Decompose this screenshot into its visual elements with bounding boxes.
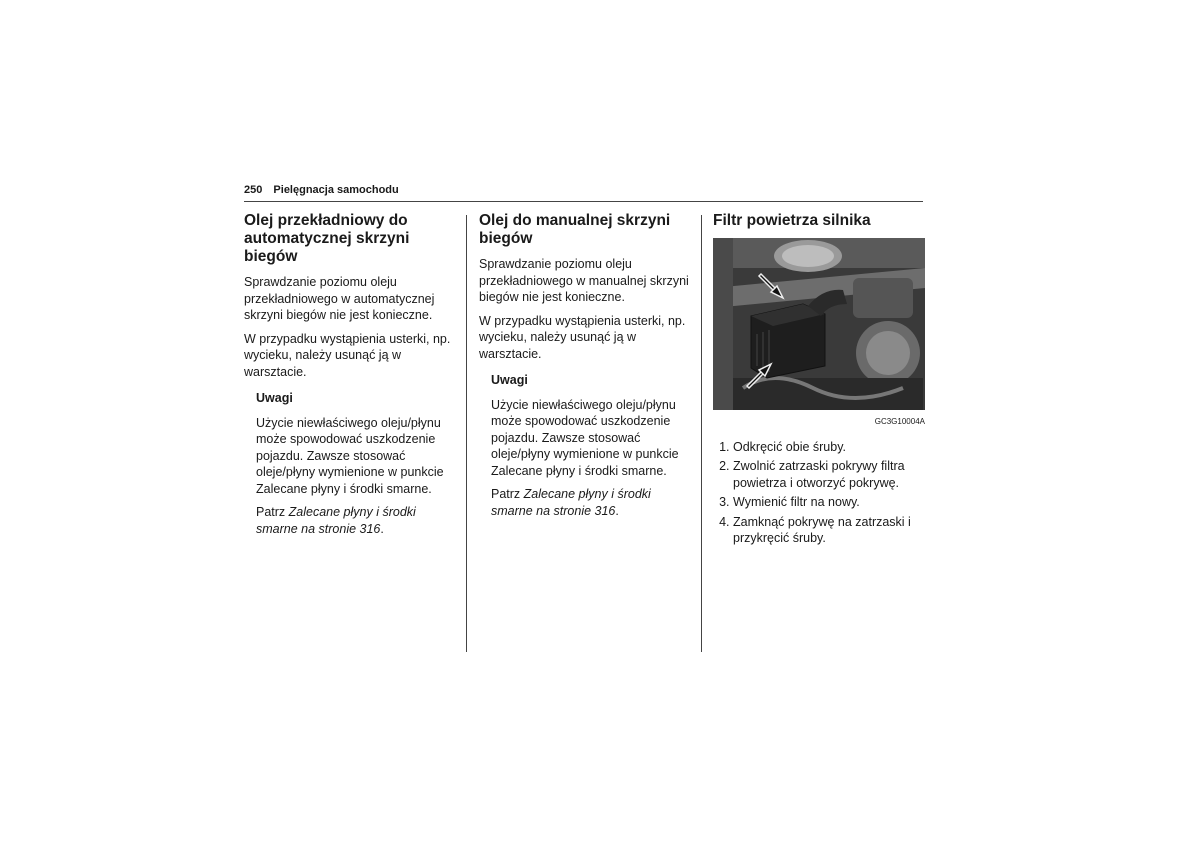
note-title: Uwagi [256,391,293,405]
section-title: Pielęgnacja samochodu [273,184,399,196]
heading-engine-air-filter: Filtr powietrza silnika [713,212,871,229]
cross-reference [491,486,691,519]
ref-suffix: . [615,503,619,518]
list-item: 1. Odkręcić obie śruby. [733,439,925,456]
running-header [244,184,399,196]
list-item: 3. Wymienić filtr na nowy. [733,494,925,511]
column-automatic-transmission [244,212,456,544]
column-manual-transmission [479,212,691,526]
column-divider-1 [466,215,467,652]
note-box [244,390,456,537]
ref-prefix: Patrz [491,487,524,501]
ref-prefix: Patrz [256,505,289,519]
column-divider-2 [701,215,702,652]
paragraph-leak-repair: W przypadku wystąpienia usterki, np. wycieku, należy usunąć ją w warsztacie. [244,331,451,379]
note-text: Użycie niewłaściwego oleju/płynu może spowodować uszkodzenie pojazdu. Zawsze stosować oleje/płyny wymienione w punkcie Zalecane płyny i środki smarne. [491,397,679,478]
note-text: Użycie niewłaściwego oleju/płynu może spowodować uszkodzenie pojazdu. Zawsze stosować oleje/płyny wymienione w punkcie Zalecane płyny i środki smarne. [256,415,444,496]
heading-automatic-transmission-oil: Olej przekładniowy do automatycznej skrzyni biegów [244,212,410,265]
heading-manual-transmission-oil: Olej do manualnej skrzyni biegów [479,212,671,247]
paragraph-leak-repair: W przypadku wystąpienia usterki, np. wycieku, należy usunąć ją w warsztacie. [479,313,686,361]
ref-link[interactable]: Zalecane płyny i środki smarne na stronie 316 [256,505,416,536]
cross-reference [256,504,456,537]
engine-bay-photo [713,238,925,410]
note-box [479,372,691,519]
note-title: Uwagi [491,373,528,387]
page-number: 250 [244,184,263,196]
list-item: 2. Zwolnić zatrzaski pokrywy filtra powietrza i otworzyć pokrywę. [733,458,925,491]
figure-caption: GC3G10004A [874,417,925,426]
list-item: 4. Zamknąć pokrywę na zatrzaski i przykręcić śruby. [733,514,925,547]
header-rule [244,201,923,202]
ref-link[interactable]: Zalecane płyny i środki smarne na stronie 316 [491,487,651,518]
paragraph-level-check: Sprawdzanie poziomu oleju przekładniowego w manualnej skrzyni biegów nie jest konieczne. [479,257,689,304]
ref-suffix: . [380,521,384,536]
column-air-filter [713,212,925,550]
steps-list [713,439,925,547]
paragraph-level-check: Sprawdzanie poziomu oleju przekładniowego w automatycznej skrzyni biegów nie jest konieczne. [244,275,435,322]
